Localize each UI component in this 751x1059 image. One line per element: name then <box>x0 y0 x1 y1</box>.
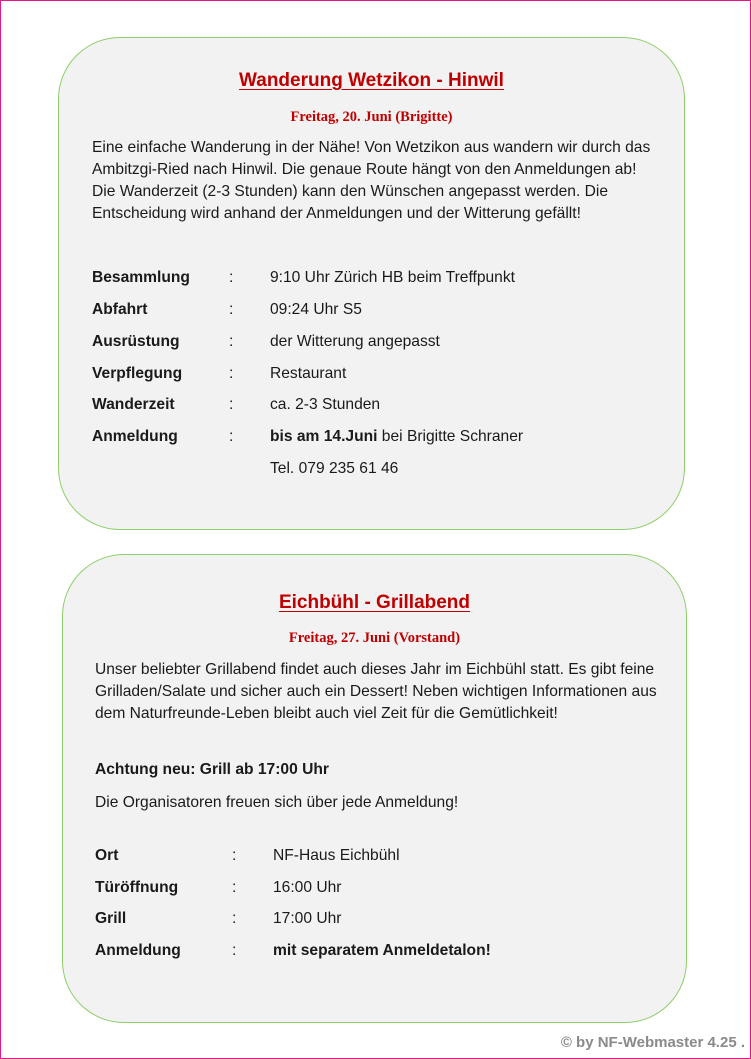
detail-separator: : <box>229 269 234 286</box>
telephone-number: Tel. 079 235 61 46 <box>270 460 399 477</box>
event-title: Wanderung Wetzikon - Hinwil <box>239 70 504 91</box>
event-date: Freitag, 20. Juni (Brigitte) <box>290 109 453 125</box>
copyright-footer: © by NF-Webmaster 4.25 . <box>560 1034 745 1051</box>
detail-label: Anmeldung <box>95 942 181 959</box>
contact-text: bei Brigitte Schraner <box>377 428 524 445</box>
event-card-grillabend <box>62 554 687 1023</box>
detail-value: der Witterung angepasst <box>270 333 440 350</box>
detail-value: Restaurant <box>270 365 347 382</box>
detail-value: 17:00 Uhr <box>273 910 342 927</box>
deadline-text: bis am 14.Juni <box>270 428 378 445</box>
detail-separator: : <box>232 847 237 864</box>
event-title: Eichbühl - Grillabend <box>278 592 471 613</box>
detail-label: Wanderzeit <box>92 396 175 413</box>
detail-value: 09:24 Uhr S5 <box>270 301 362 318</box>
detail-value: 9:10 Uhr Zürich HB beim Treffpunkt <box>270 269 515 286</box>
detail-label: Abfahrt <box>92 301 148 318</box>
event-notice: Achtung neu: Grill ab 17:00 Uhr <box>95 761 329 778</box>
detail-label: Anmeldung <box>92 428 178 445</box>
detail-label: Verpflegung <box>92 365 183 382</box>
event-date: Freitag, 27. Juni (Vorstand) <box>288 630 461 646</box>
detail-label: Türöffnung <box>95 879 179 896</box>
detail-label: Ort <box>95 847 119 864</box>
event-card-wanderung <box>58 37 685 530</box>
detail-separator: : <box>229 396 234 413</box>
detail-label: Ausrüstung <box>92 333 180 350</box>
event-description: Eine einfache Wanderung in der Nähe! Von Wetzikon aus wandern wir durch das Ambitzgi-Ried nach Hinwil. Die genaue Route hängt von den Anmeldungen ab! Die Wanderzeit (2-3 Stunden) kann den Wünschen angepasst werden. Die Entscheidung wird anhand der Anmeldungen und der Witterung gefällt! <box>92 139 651 222</box>
detail-separator: : <box>229 333 234 350</box>
detail-value <box>270 427 523 447</box>
detail-value: mit separatem Anmeldetalon! <box>273 942 491 959</box>
event-description: Unser beliebter Grillabend findet auch dieses Jahr im Eichbühl statt. Es gibt feine Grilladen/Salate und sicher auch ein Dessert! Neben wichtigen Informationen aus dem Naturfreunde-Leben bleibt auch viel Zeit für die Gemütlichkeit! <box>95 661 657 722</box>
detail-value: NF-Haus Eichbühl <box>273 847 400 864</box>
detail-separator: : <box>232 942 237 959</box>
detail-separator: : <box>229 428 234 445</box>
detail-label: Besammlung <box>92 269 190 286</box>
detail-label: Grill <box>95 910 127 927</box>
detail-separator: : <box>232 910 237 927</box>
detail-value: ca. 2-3 Stunden <box>270 396 381 413</box>
event-closing: Die Organisatoren freuen sich über jede Anmeldung! <box>95 794 459 811</box>
detail-value: 16:00 Uhr <box>273 879 342 896</box>
detail-separator: : <box>232 879 237 896</box>
detail-separator: : <box>229 365 234 382</box>
detail-separator: : <box>229 301 234 318</box>
